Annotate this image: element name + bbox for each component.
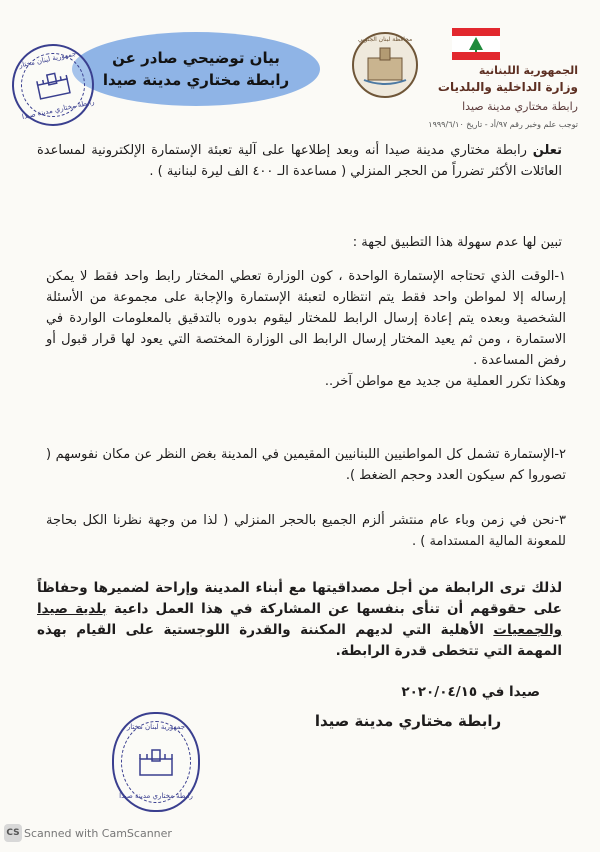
signature-stamp-icon (112, 712, 200, 812)
title-line-2: رابطة مختاري مدينة صيدا (102, 71, 290, 89)
scanner-text: Scanned with CamScanner (24, 826, 172, 840)
lebanon-flag-icon (452, 28, 500, 60)
municipal-emblem-icon (352, 32, 418, 98)
list-item-1-text: ١-الوقت الذي تحتاجه الإستمارة الواحدة ، كون الوزارة تعطي المختار رابط واحد فقط لا يمكن إرساله إلا لمواطن واحد فقط يتم انتظاره لتعبئة الإستمارة والإجابة على مجموعة من الأسئلة الشخصية وبعده يتم إعادة إرسال الرابط للمختار ليقوم بدوره بالتدقيق بالمعلومات الواردة في الاستمارة ، ومن ثم يعيد المختار إرسال الرابط الى الوزارة المختصة التي يعود لها قرار قبول أو رفض المساعدة . (46, 269, 566, 368)
title-line-1: بيان توضيحي صادر عن (112, 49, 280, 67)
republic-label: الجمهورية اللبنانية (478, 64, 578, 77)
list-item-1-followup: وهكذا تكرر العملية من جديد مع مواطن آخر.. (324, 374, 566, 389)
conclusion-text-a: ترى الرابطة من أجل مصداقيتها مع أبناء المدينة وإراحة لضميرها وحفاظاً على حقوقهم أن تنأى بنفسها عن المشاركة في هذا العمل داعية (37, 580, 563, 617)
conclusion-underlined: بلدية صيدا والجمعيات (37, 601, 563, 638)
date-line: صيدا في ٢٠٢٠/٠٤/١٥ (401, 684, 540, 700)
scanner-watermark (4, 824, 172, 842)
association-label: رابطة مختاري مدينة صيدا (462, 100, 578, 113)
paragraph-conclusion (37, 578, 562, 662)
conclusion-text-b: الأهلية التي لديهم المكننة والقدرة اللوجستية على القيام بهذه المهمة التي تتخطى قدرة الرابطة. (37, 622, 562, 659)
title-oval (72, 32, 320, 106)
paragraph-announcement (37, 140, 562, 182)
stamp-text-top: جمهورية لبنان مختار (18, 49, 77, 70)
camscanner-icon: CS (4, 824, 22, 842)
list-item-2: ٢-الإستمارة تشمل كل المواطنيين اللبنانيين المقيمين في المدينة بغض النظر عن مكان نفوسهم ( تصوروا كم سيكون العدد وحجم الضغط ). (46, 447, 566, 483)
legal-reference: توجب علم وخبر رقم ٩٧/أد - تاريخ ١٩٩٩/٦/١٠ (428, 120, 578, 129)
signature-label: رابطة مختاري مدينة صيدا (314, 712, 502, 730)
announcement-text: رابطة مختاري مدينة صيدا أنه وبعد إطلاعها على آلية تعبئة الإستمارة الإلكترونية لمساعدة العائلات الأكثر تضرراً من الحجر المنزلي ( مساعدة الـ ٤٠٠ الف ليرة لبنانية ) . (37, 143, 562, 179)
conclusion-lead: لذلك (531, 580, 563, 596)
paragraph-findings: تبين لها عدم سهولة هذا التطبيق لجهة : (352, 235, 562, 250)
bottom-stamp-text-top: جمهورية لبنان مختار (126, 723, 186, 731)
list-item-3: ٣-نحن في زمن وباء عام منتشر ألزم الجميع بالحجر المنزلي ( لذا من وجهة نظرنا الكل بحاجة للمعونة المالية المستدامة ) . (46, 513, 566, 549)
emblem-text: محافظة لبنان الجنوبي (357, 36, 413, 43)
stamp-text-bottom: رابطة مختاري مدينة صيدا (21, 97, 96, 122)
ministry-label: وزارة الداخلية والبلديات (437, 80, 578, 94)
list-item-1 (46, 266, 566, 392)
bottom-stamp-text-bottom: رابطة مختاري مدينة صيدا (119, 792, 193, 800)
announcement-lead: تعلن (532, 143, 562, 158)
